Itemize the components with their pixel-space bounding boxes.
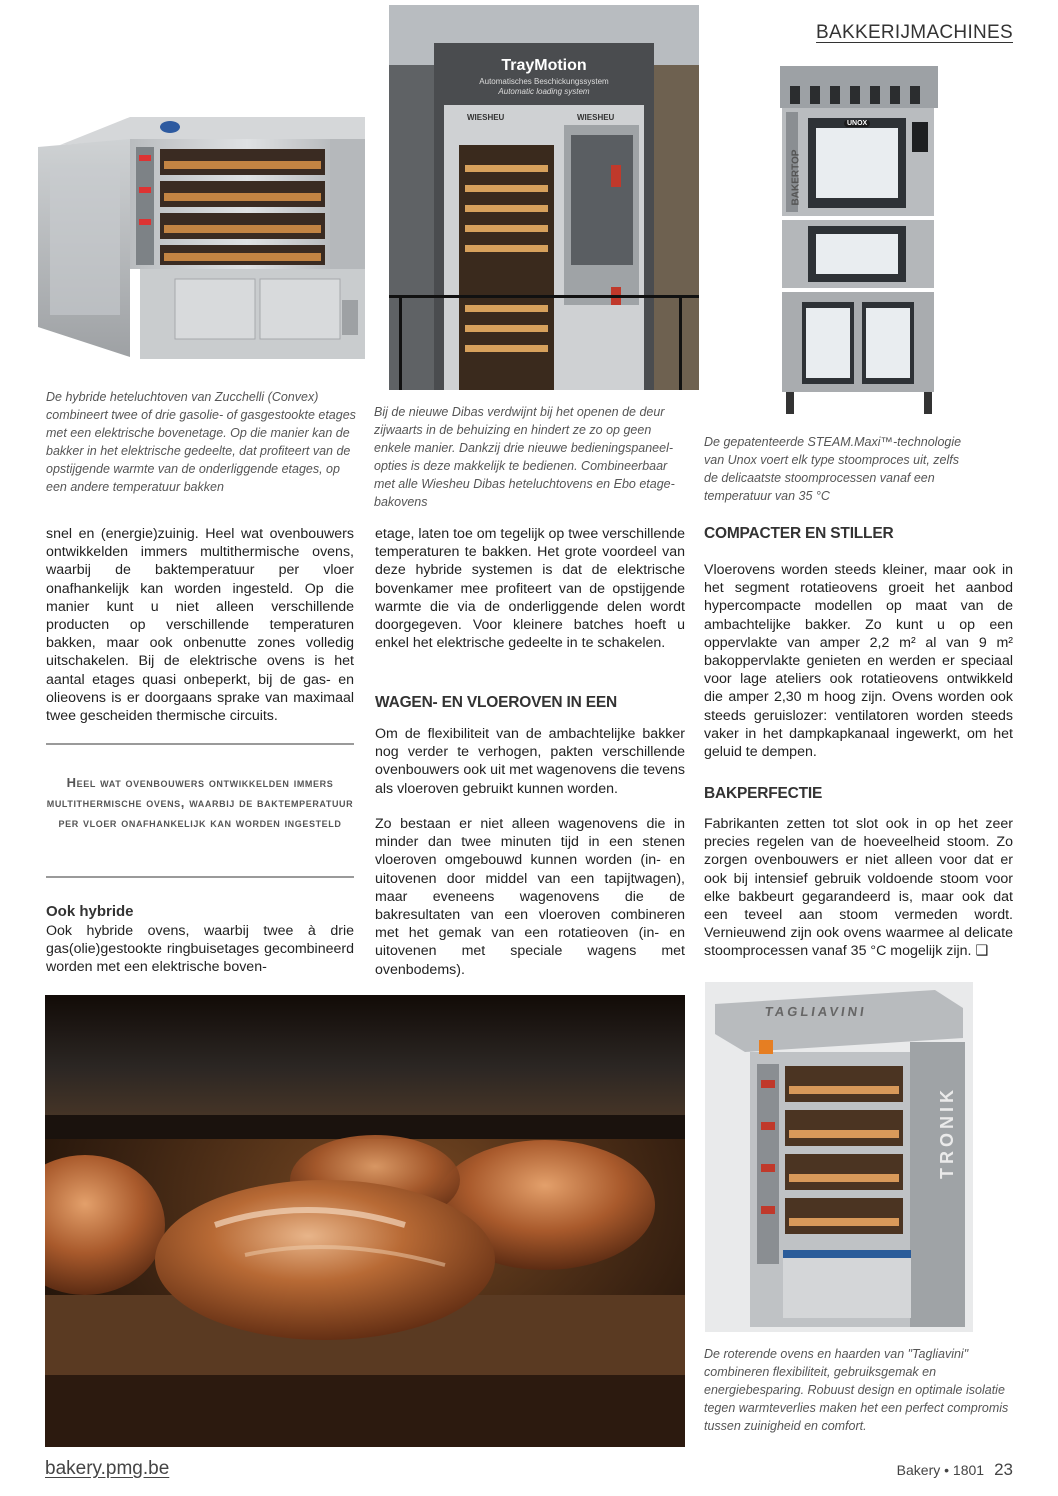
heading-wagen-vloeroven: WAGEN- EN VLOEROVEN IN EEN: [375, 694, 617, 711]
col3-paragraph-1: Vloerovens worden steeds kleiner, maar ook in het segment rotatieovens groeit het aanbod hypercompacte modellen op maat van de ambachtelijke bakker. Zo kunt u op een oppervlakte van amper 2,2 m² al van 9 m² bakoppervlakte genieten en werden er speciaal voor lage ateliers ook rotatieovens ontwikkeld die amper 2,30 m hoog zijn. Ovens worden ook steeds geruislozer: ventilatoren worden steeds vaker in het dampkapkanaal ingewerkt, om het geluid te dempen.: [704, 562, 1013, 761]
photo-wiesheu-traymotion: [389, 5, 699, 390]
pull-quote: Heel wat ovenbouwers ontwikkelden immers multithermische ovens, waarbij de baktemperatuur per vloer onafhankelijk kan worden ingesteld: [46, 775, 354, 830]
pull-quote-rule-bottom: [46, 876, 354, 878]
traymotion-subtitle-de: Automatisches Beschickungssystem: [479, 77, 609, 86]
footer-website-link[interactable]: bakery.pmg.be: [45, 1458, 170, 1479]
traymotion-title: TrayMotion: [501, 57, 587, 74]
caption-unox: De gepatenteerde STEAM.Maxi™-technologie van Unox voert elk type stoomproces uit, zelfs de delicaatste stoomprocessen vanaf een temperatuur van 35 °C: [704, 435, 962, 503]
unox-logo: UNOX: [844, 120, 870, 127]
photo-bread-in-oven: [45, 995, 685, 1447]
caption-wiesheu: Bij de nieuwe Dibas verdwijnt bij het openen de deur zijwaarts in de behuizing en hindert ze zo op geen enkele manier. Dankzij drie nieuwe bedieningspaneel-opties is deze makkelijk te bedienen. Combineerbaar met alle Wiesheu Dibas heteluchtovens en Ebo etage-bakovens: [374, 405, 675, 509]
heading-compacter-stiller: COMPACTER EN STILLER: [704, 525, 894, 542]
wiesheu-brand-left: WIESHEU: [467, 113, 505, 122]
photo-zucchelli-oven: [30, 95, 370, 380]
subhead-ook-hybride: Ook hybride: [46, 903, 134, 920]
caption-zucchelli: De hybride heteluchtoven van Zucchelli (Convex) combineert twee of drie gasolie- of gasgestookte etages met een elektrische bovenetage. Op die manier kan de bakker in het elektrische gedeelte, dat profiteert van de opstijgende warmte van de onderliggende etages, op een andere temperatuur bakken: [46, 390, 356, 494]
footer-folio: [897, 1460, 1013, 1480]
col1-paragraph-2: Ook hybride ovens, waarbij twee à drie gas(olie)gestookte ringbuisetages gecombineerd worden met een elektrische boven-: [46, 923, 354, 976]
wiesheu-brand-right: WIESHEU: [577, 113, 615, 122]
photo-tagliavini-tronik: [705, 982, 973, 1332]
page-number: 23: [994, 1460, 1013, 1479]
bakertop-label: BAKERTOP: [790, 149, 802, 206]
footer-magazine: Bakery • 1801: [896, 1462, 985, 1478]
col3-paragraph-2: Fabrikanten zetten tot slot ook in op het zeer precies regelen van de hoeveelheid stoom. Zo zorgen ovenbouwers er niet alleen voor dat er ook bij intensief gebruik voldoende stoom voor elke bakbeurt gegarandeerd is, maar ook dat een teveel aan stoom vermeden wordt. Vernieuwend zijn ook ovens waarmee al delicate stoomprocessen vanaf 35 °C mogelijk zijn. ❑: [704, 816, 1013, 960]
tagliavini-brand: TAGLIAVINI: [763, 1004, 868, 1019]
end-mark: ❑: [975, 943, 989, 960]
col2-paragraph-1: etage, laten toe om tegelijk op twee verschillende temperaturen te bakken. Het grote voordeel van deze hybride systemen is dat de elektrische bovenkamer mee profiteert van de opstijgende warmte die via de onderliggende delen wordt doorgegeven. Voor kleinere batches hoeft u enkel het elektrische gedeelte in te schakelen.: [375, 526, 685, 652]
heading-bakperfectie: BAKPERFECTIE: [704, 785, 823, 802]
photo-unox-bakertop: [778, 62, 943, 417]
col2-paragraph-3: Zo bestaan er niet alleen wagenovens die in minder dan twee minuten tijd in een stenen vloeroven omgebouwd kunnen worden (in- en uitovenen door middel van een tapijtwagen), maar eveneens wagenovens die de bakresultaten van een vloeroven combineren met het gemak van een rotatieoven (in- en uitovenen met speciale wagens met ovenbodems).: [375, 816, 685, 978]
tronik-label: TRONIK: [937, 1086, 957, 1179]
caption-tagliavini: De roterende ovens en haarden van "Tagliavini" combineren flexibiliteit, gebruiksgemak en energiebesparing. Robuust design en optimale isolatie tegen warmteverlies maken het een perfect compromis tussen zuinigheid en comfort.: [704, 1347, 1009, 1433]
section-tag: BAKKERIJMACHINES: [816, 22, 1013, 43]
col2-paragraph-2: Om de flexibiliteit van de ambachtelijke bakker nog verder te verhogen, pakten verschillende ovenbouwers ook uit met wagenovens die tevens als vloeroven gebruikt kunnen worden.: [375, 726, 685, 797]
col1-paragraph-1: snel en (energie)zuinig. Heel wat ovenbouwers ontwikkelden immers multithermische ovens, waarbij de baktemperatuur per vloer onafhankelijk kan worden ingesteld. Op die manier kunt u niet alleen verschillende producten op verschillende temperaturen bakken, maar ook onbenutte zones volledig uitschakelen. Bij de elektrische ovens is het aantal etages quasi onbeperkt, bij de gas- en olieovens is er doorgaans sprake van maximaal twee gescheiden thermische circuits.: [46, 526, 354, 725]
pull-quote-rule-top: [46, 743, 354, 745]
traymotion-subtitle-en: Automatic loading system: [498, 87, 590, 96]
